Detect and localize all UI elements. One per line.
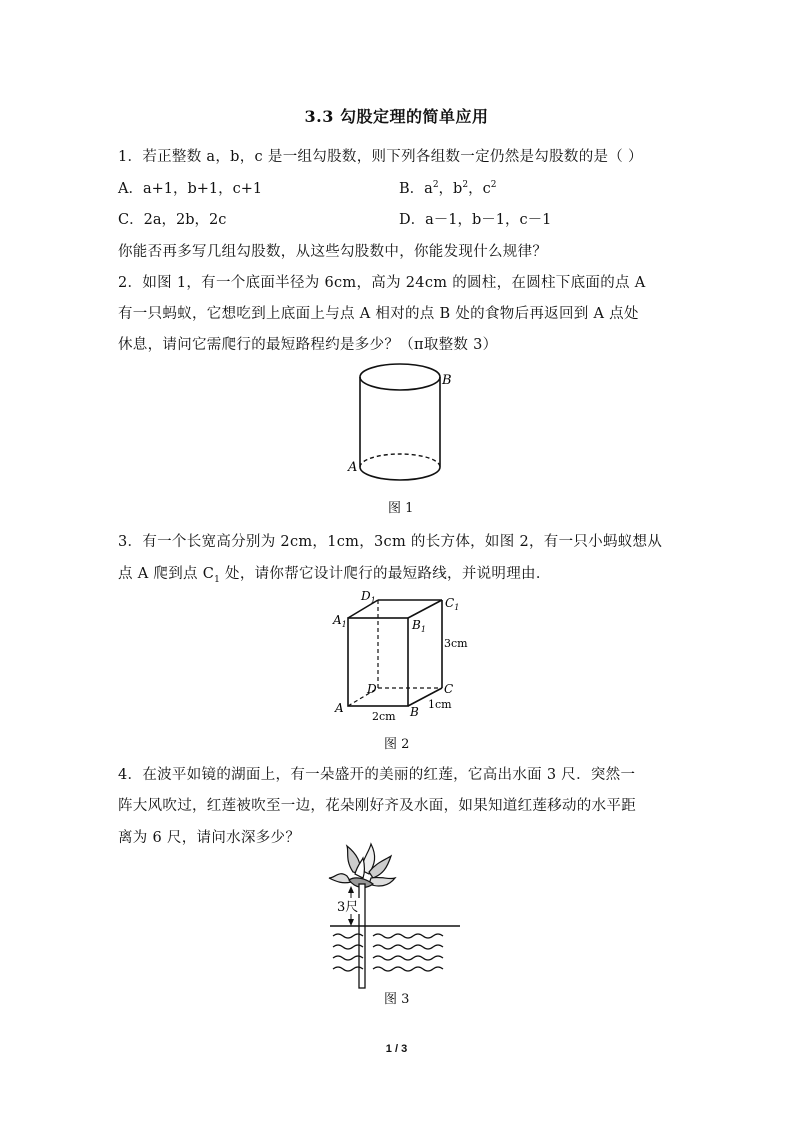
q1-option-a: A．a+1，b+1，c+1 — [118, 181, 263, 197]
q4-line-1: 4．在波平如镜的湖面上，有一朵盛开的美丽的红莲，它高出水面 3 尺．突然一 — [118, 767, 636, 783]
q4-line-2: 阵大风吹过，红莲被吹至一边，花朵刚好齐及水面，如果知道红莲移动的水平距 — [118, 798, 636, 814]
cuboid-label-a1: $A_1$ — [333, 613, 347, 629]
q4-line-3: 离为 6 尺，请问水深多少？ — [118, 830, 301, 846]
q1-option-b: B．$a^2$，$b^2$，$c^2$ — [399, 180, 497, 197]
water-waves-icon — [333, 934, 443, 971]
cuboid-label-c: C — [444, 682, 454, 696]
q1-option-c: C．2a，2b，2c — [118, 212, 227, 228]
cuboid-label-d1: $D_1$ — [361, 589, 376, 605]
cylinder-point-b-label: B — [442, 373, 452, 388]
q2-line-1: 2．如图 1，有一个底面半径为 6cm，高为 24cm 的圆柱，在圆柱下底面的点 A — [118, 275, 646, 291]
cuboid-label-b: B — [410, 705, 419, 719]
figure-3-caption: 图 3 — [384, 992, 410, 1007]
cuboid-label-a: A — [335, 701, 344, 715]
lotus-flower-icon — [329, 844, 395, 887]
cuboid-label-c1: $C_1$ — [445, 596, 460, 612]
cuboid-label-d: D — [367, 682, 377, 696]
q2-line-2: 有一只蚂蚁，它想吃到上底面上与点 A 相对的点 B 处的食物后再返回到 A 点处 — [118, 306, 639, 322]
cylinder-point-a-label: A — [348, 460, 358, 475]
cuboid-height-label: 3cm — [444, 637, 468, 650]
q3-line-2: 点 A 爬到点 $C_1$ 处，请你帮它设计爬行的最短路线，并说明理由． — [118, 566, 551, 585]
q2-line-3: 休息，请问它需爬行的最短路程约是多少？（π取整数 3） — [118, 337, 498, 353]
lotus-height-label: 3尺 — [337, 900, 359, 915]
q1-option-d: D．a－1，b－1，c－1 — [399, 212, 552, 228]
page-title: 3.3 勾股定理的简单应用 — [304, 107, 489, 126]
q1-followup: 你能否再多写几组勾股数，从这些勾股数中，你能发现什么规律？ — [118, 244, 548, 260]
q3-line-1: 3．有一个长宽高分别为 2cm，1cm，3cm 的长方体，如图 2，有一只小蚂蚁想从 — [118, 534, 663, 550]
figure-2-cuboid — [330, 590, 480, 725]
figure-3-lotus — [325, 848, 465, 988]
figure-1-cylinder — [340, 360, 460, 490]
cuboid-length-label: 2cm — [372, 710, 396, 723]
cuboid-label-b1: $B_1$ — [412, 618, 426, 634]
figure-2-caption: 图 2 — [384, 737, 410, 752]
page-number: 1 / 3 — [385, 1043, 408, 1055]
q1-stem: 1．若正整数 a，b，c 是一组勾股数，则下列各组数一定仍然是勾股数的是（ ） — [118, 149, 643, 165]
cuboid-width-label: 1cm — [428, 698, 452, 711]
figure-1-caption: 图 1 — [388, 501, 414, 516]
